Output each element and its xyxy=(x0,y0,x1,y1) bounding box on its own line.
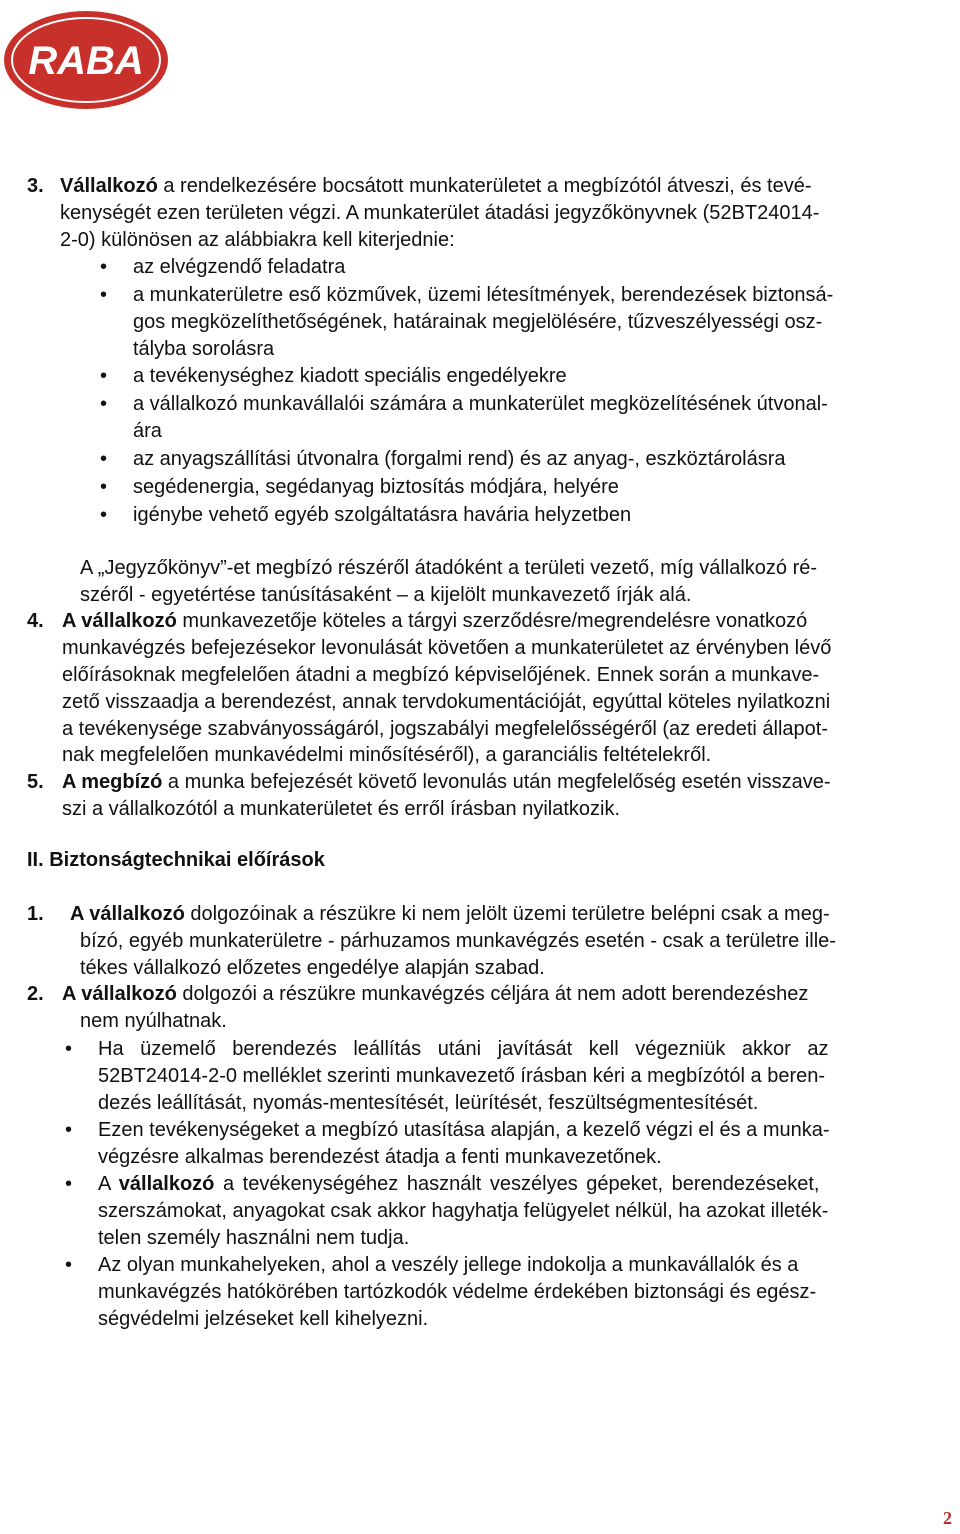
raba-logo xyxy=(2,8,170,112)
list-item: a vállalkozó munkavállalói számára a munkaterület megközelítésének útvonal- xyxy=(133,393,828,415)
sec4-line4: zető visszaadja a berendezést, annak tervdokumentációját, egyúttal köteles nyilatkozni xyxy=(62,691,831,713)
ii2-line1: A vállalkozó dolgozói a részükre munkavégzés céljára át nem adott berendezéshez xyxy=(62,983,809,1005)
jegyzokonyv-line2: széről - egyetértése tanúsításaként – a kijelölt munkavezető írják alá. xyxy=(80,584,692,606)
bullet-dot: • xyxy=(100,504,108,526)
list-item: telen személy használni nem tudja. xyxy=(98,1227,410,1249)
list-item: igénybe vehető egyéb szolgáltatásra havária helyzetben xyxy=(133,504,632,526)
sec3-line3: 2-0) különösen az alábbiakra kell kiterjednie: xyxy=(60,229,455,251)
bullet-dot: • xyxy=(100,365,108,387)
ii1-line1: A vállalkozó dolgozóinak a részükre ki nem jelölt üzemi területre belépni csak a meg- xyxy=(70,903,830,925)
svg-text:RABA: RABA xyxy=(28,39,144,83)
sec5-line1: A megbízó a munka befejezését követő levonulás után megfelelőség esetén visszave- xyxy=(62,771,831,793)
list-item: Ha üzemelő berendezés leállítás utáni javítását kell végezniük akkor az xyxy=(98,1038,829,1060)
sec4-line6: nak megfelelően munkavédelmi minősítéséről), a garanciális feltételekről. xyxy=(62,744,712,766)
page-number: 2 xyxy=(943,1508,952,1528)
sec4-line5: a tevékenysége szabványosságáról, jogszabályi megfelelősségéről (az eredeti állapot- xyxy=(62,718,828,740)
sec4-number: 4. xyxy=(27,610,44,632)
list-item: a tevékenységhez kiadott speciális engedélyekre xyxy=(133,365,567,387)
section-heading: II. Biztonságtechnikai előírások xyxy=(27,849,325,871)
list-item: gos megközelíthetőségének, határainak megjelölésére, tűzveszélyességi osz- xyxy=(133,311,823,333)
bullet-dot: • xyxy=(100,256,108,278)
ii2-line2: nem nyúlhatnak. xyxy=(80,1010,227,1032)
bullet-dot: • xyxy=(65,1119,73,1141)
list-item: segédenergia, segédanyag biztosítás módjára, helyére xyxy=(133,476,619,498)
sec3-number: 3. xyxy=(27,175,44,197)
sec5-number: 5. xyxy=(27,771,44,793)
list-item: 52BT24014-2-0 melléklet szerinti munkavezető írásban kéri a megbízótól a beren- xyxy=(98,1065,826,1087)
bullet-dot: • xyxy=(65,1038,73,1060)
bullet-dot: • xyxy=(100,476,108,498)
sec4-line2: munkavégzés befejezésekor levonulását követően a munkaterületet az érvényben lévő xyxy=(62,637,832,659)
bullet-dot: • xyxy=(100,393,108,415)
list-item: Ezen tevékenységeket a megbízó utasítása alapján, a kezelő végzi el és a munka- xyxy=(98,1119,830,1141)
bullet-dot: • xyxy=(65,1254,73,1276)
list-item: A vállalkozó a tevékenységéhez használt veszélyes gépeket, berendezéseket, xyxy=(98,1173,820,1195)
bullet-dot: • xyxy=(100,284,108,306)
list-item: ára xyxy=(133,420,162,442)
list-item: Az olyan munkahelyeken, ahol a veszély jellege indokolja a munkavállalók és a xyxy=(98,1254,799,1276)
list-item: munkavégzés hatókörében tartózkodók védelme érdekében biztonsági és egész- xyxy=(98,1281,817,1303)
list-item: végzésre alkalmas berendezést átadja a fenti munkavezetőnek. xyxy=(98,1146,662,1168)
ii1-line3: tékes vállalkozó előzetes engedélye alapján szabad. xyxy=(80,957,545,979)
list-item: az elvégzendő feladatra xyxy=(133,256,346,278)
ii2-number: 2. xyxy=(27,983,44,1005)
sec3-line1: Vállalkozó a rendelkezésére bocsátott munkaterületet a megbízótól átveszi, és tevé- xyxy=(60,175,812,197)
sec5-line2: szi a vállalkozótól a munkaterületet és erről írásban nyilatkozik. xyxy=(62,798,621,820)
sec3-line2: kenységét ezen területen végzi. A munkaterület átadási jegyzőkönyvnek (52BT24014- xyxy=(60,202,820,224)
list-item: az anyagszállítási útvonalra (forgalmi rend) és az anyag-, eszköztárolásra xyxy=(133,448,786,470)
list-item: ségvédelmi jelzéseket kell kihelyezni. xyxy=(98,1308,429,1330)
bullet-dot: • xyxy=(65,1173,73,1195)
sec4-line1: A vállalkozó munkavezetője köteles a tárgyi szerződésre/megrendelésre vonatkozó xyxy=(62,610,808,632)
list-item: tályba sorolásra xyxy=(133,338,275,360)
sec4-line3: előírásoknak megfelelően átadni a megbízó képviselőjének. Ennek során a munkave- xyxy=(62,664,820,686)
ii1-number: 1. xyxy=(27,903,44,925)
bullet-dot: • xyxy=(100,448,108,470)
list-item: szerszámokat, anyagokat csak akkor hagyhatja felügyelet nélkül, ha azokat illeték- xyxy=(98,1200,829,1222)
ii1-line2: bízó, egyéb munkaterületre - párhuzamos munkavégzés esetén - csak a területre ille- xyxy=(80,930,836,952)
jegyzokonyv-line1: A „Jegyzőkönyv”-et megbízó részéről átadóként a területi vezető, míg vállalkozó ré- xyxy=(80,557,818,579)
list-item: a munkaterületre eső közművek, üzemi létesítmények, berendezések biztonsá- xyxy=(133,284,834,306)
list-item: dezés leállítását, nyomás-mentesítését, leürítését, feszültségmentesítését. xyxy=(98,1092,759,1114)
